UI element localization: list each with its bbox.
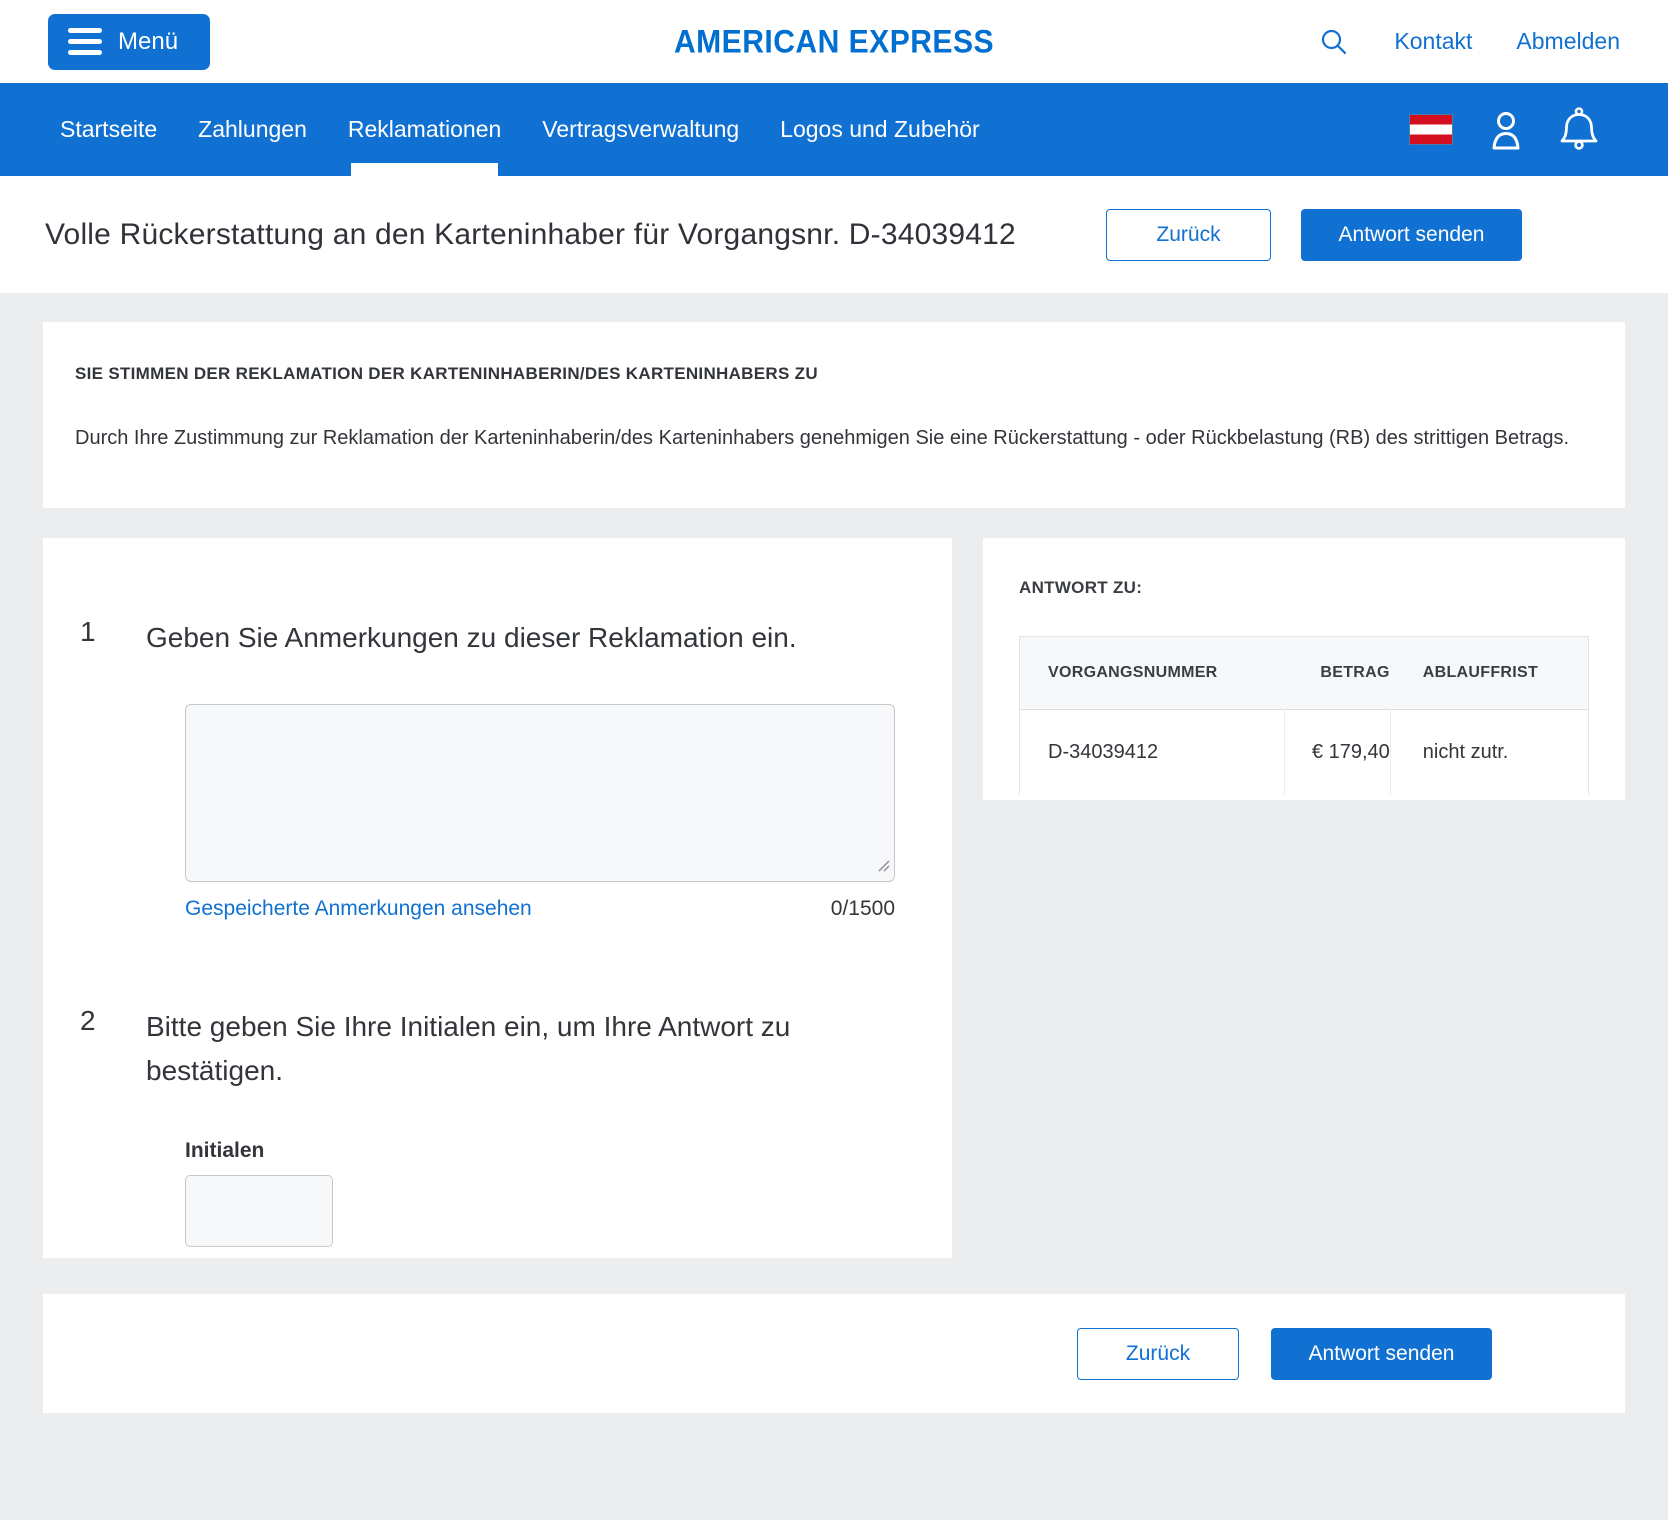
user-icon[interactable] bbox=[1486, 109, 1526, 151]
summary-heading: ANTWORT ZU: bbox=[1019, 578, 1143, 597]
main-content bbox=[43, 538, 1625, 1258]
page-title: Volle Rückerstattung an den Karteninhaber für Vorgangsnr. D-34039412 bbox=[45, 217, 1016, 251]
bell-icon[interactable] bbox=[1560, 107, 1598, 153]
nav-item-zahlungen[interactable]: Zahlungen bbox=[198, 116, 307, 142]
footer-action-bar bbox=[43, 1294, 1625, 1413]
cell-ablauffrist: nicht zutr. bbox=[1390, 710, 1588, 796]
header-right-group bbox=[1318, 26, 1620, 58]
resize-handle-icon[interactable] bbox=[876, 858, 890, 877]
title-actions bbox=[1106, 209, 1522, 261]
initials-label: Initialen bbox=[185, 1139, 265, 1162]
submit-button-top[interactable]: Antwort senden bbox=[1301, 209, 1522, 261]
cell-betrag: € 179,40 bbox=[1285, 710, 1390, 796]
notice-heading: SIE STIMMEN DER REKLAMATION DER KARTENINHABERIN/DES KARTENINHABERS ZU bbox=[75, 364, 818, 383]
table-header-row bbox=[1020, 637, 1589, 710]
table-row bbox=[1020, 710, 1589, 796]
hamburger-icon bbox=[68, 28, 102, 55]
nav-item-startseite[interactable]: Startseite bbox=[60, 116, 158, 142]
notice-body: Durch Ihre Zustimmung zur Reklamation der Karteninhaberin/des Karteninhabers genehmigen Sie eine Rückerstattung - oder Rückbelastung (RB) des strittigen Betrags. bbox=[75, 427, 1570, 449]
step-2-heading: Bitte geben Sie Ihre Initialen ein, um Ihre Antwort zu bestätigen. bbox=[146, 1011, 791, 1086]
amex-logo[interactable]: AMERICAN EXPRESS bbox=[673, 23, 995, 59]
nav-item-vertragsverwaltung[interactable]: Vertragsverwaltung bbox=[542, 116, 740, 142]
step-1-heading: Geben Sie Anmerkungen zu dieser Reklamation ein. bbox=[146, 622, 797, 653]
step-1-number: 1 bbox=[80, 616, 96, 647]
col-vorgangsnummer: VORGANGSNUMMER bbox=[1020, 637, 1285, 710]
step-2 bbox=[80, 1005, 907, 1093]
nav-item-reklamationen[interactable]: Reklamationen bbox=[348, 83, 501, 176]
menu-button-label: Menü bbox=[118, 27, 179, 55]
notice-card bbox=[43, 322, 1625, 508]
menu-button[interactable] bbox=[48, 14, 210, 70]
back-button-top[interactable]: Zurück bbox=[1106, 209, 1271, 261]
step-2-number: 2 bbox=[80, 1005, 96, 1036]
title-bar bbox=[0, 176, 1668, 293]
response-form-card bbox=[43, 538, 952, 1258]
contact-link[interactable]: Kontakt bbox=[1394, 28, 1473, 54]
col-betrag: BETRAG bbox=[1285, 637, 1390, 710]
back-button-bottom[interactable]: Zurück bbox=[1077, 1328, 1239, 1380]
logout-link[interactable]: Abmelden bbox=[1516, 28, 1620, 54]
summary-card bbox=[983, 538, 1625, 800]
nav-items bbox=[60, 83, 980, 176]
col-ablauffrist: ABLAUFFRIST bbox=[1390, 637, 1588, 710]
notes-meta-row bbox=[185, 897, 895, 921]
main-nav bbox=[0, 83, 1668, 176]
search-icon[interactable] bbox=[1318, 26, 1350, 58]
char-counter: 0/1500 bbox=[830, 897, 895, 920]
austria-flag-icon[interactable] bbox=[1410, 115, 1452, 144]
summary-table bbox=[1019, 636, 1589, 795]
nav-item-logos-und-zubehoer[interactable]: Logos und Zubehör bbox=[780, 116, 980, 142]
cell-vorgangsnummer: D-34039412 bbox=[1020, 710, 1285, 796]
step-1 bbox=[80, 616, 907, 660]
notes-textarea[interactable] bbox=[185, 704, 895, 882]
initials-input[interactable] bbox=[185, 1175, 333, 1247]
nav-icon-group bbox=[1410, 83, 1620, 176]
submit-button-bottom[interactable]: Antwort senden bbox=[1271, 1328, 1492, 1380]
saved-notes-link[interactable]: Gespeicherte Anmerkungen ansehen bbox=[185, 897, 532, 920]
notes-field-wrap bbox=[185, 704, 895, 887]
top-header bbox=[0, 0, 1668, 83]
